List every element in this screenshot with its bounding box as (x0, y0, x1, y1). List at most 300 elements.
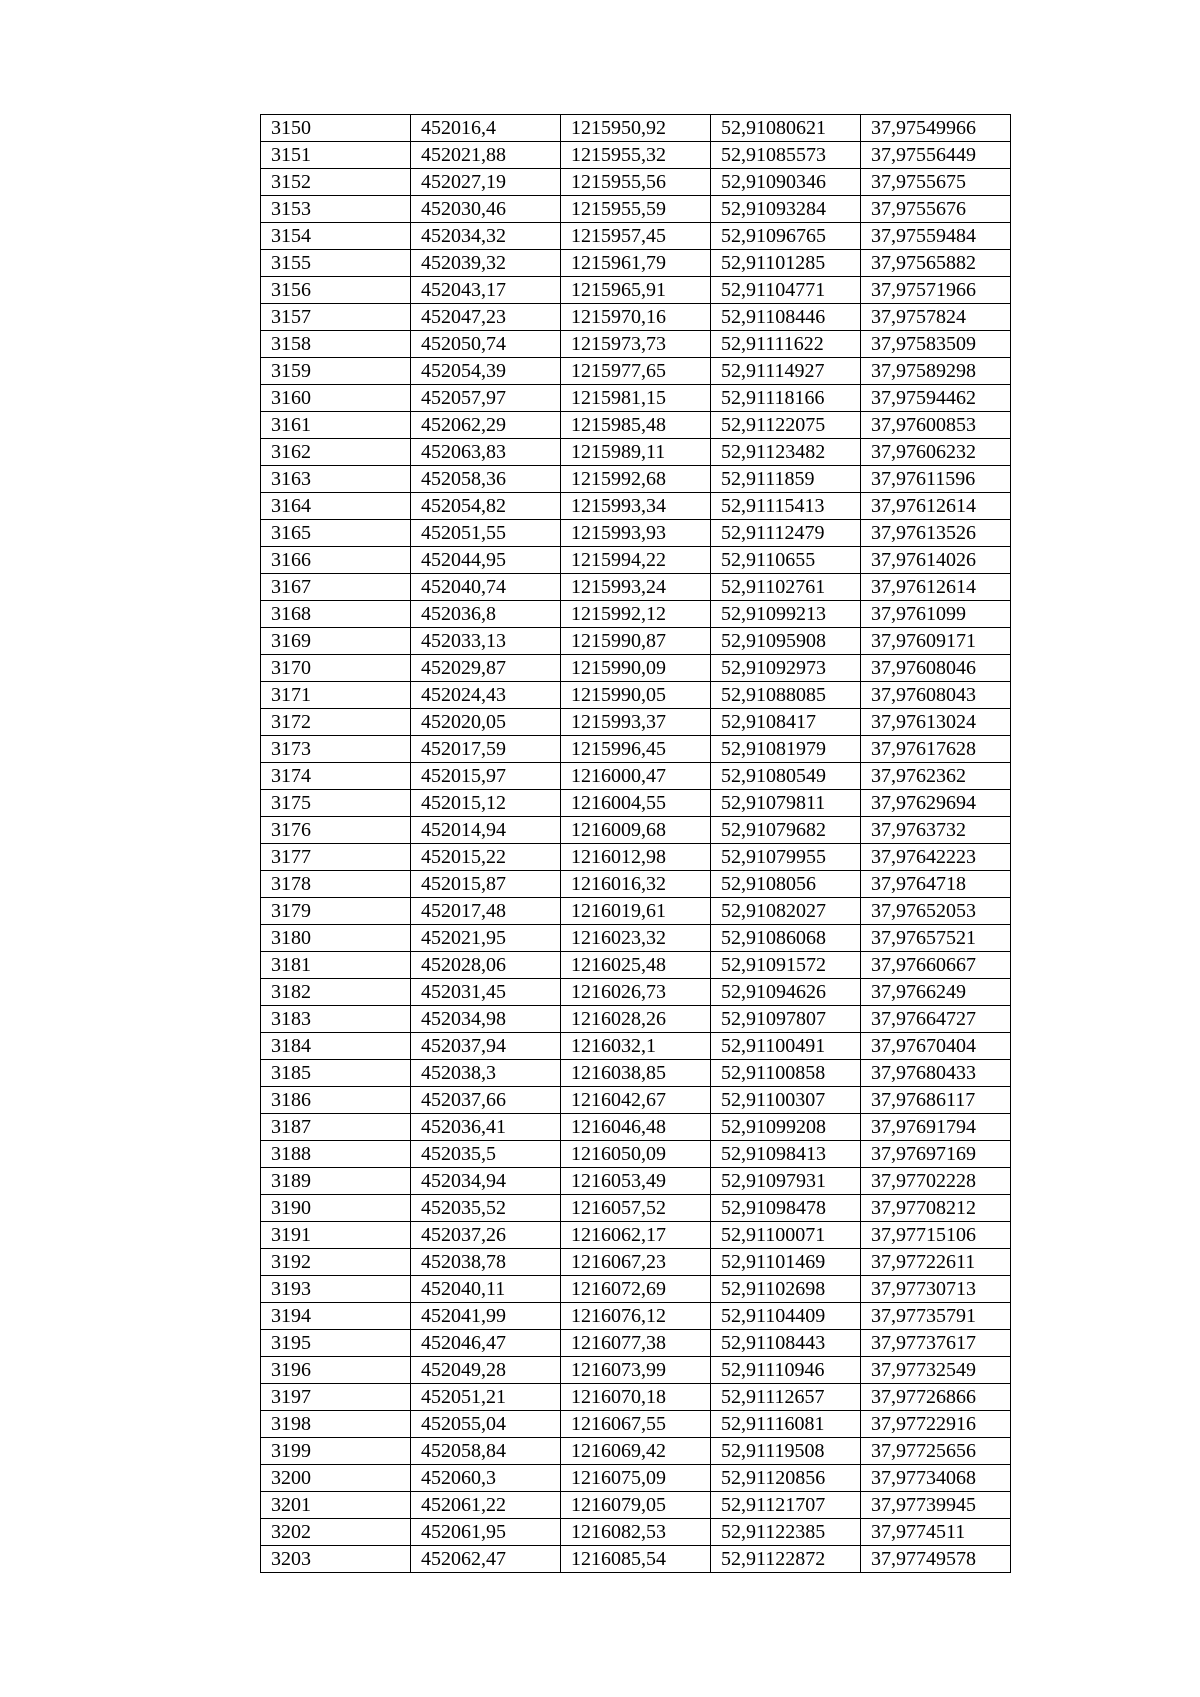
y-coordinate-cell: 1215992,68 (561, 466, 711, 493)
x-coordinate-cell: 452036,8 (411, 601, 561, 628)
table-row (261, 574, 1011, 601)
y-coordinate-cell: 1215994,22 (561, 547, 711, 574)
latitude-cell: 52,91108446 (711, 304, 861, 331)
x-coordinate-cell: 452050,74 (411, 331, 561, 358)
point-number-cell: 3164 (261, 493, 411, 520)
y-coordinate-cell: 1215993,24 (561, 574, 711, 601)
longitude-cell: 37,97611596 (861, 466, 1011, 493)
y-coordinate-cell: 1215990,87 (561, 628, 711, 655)
y-coordinate-cell: 1216028,26 (561, 1006, 711, 1033)
point-number-cell: 3151 (261, 142, 411, 169)
latitude-cell: 52,9111859 (711, 466, 861, 493)
longitude-cell: 37,9764718 (861, 871, 1011, 898)
table-row (261, 1114, 1011, 1141)
y-coordinate-cell: 1215977,65 (561, 358, 711, 385)
latitude-cell: 52,91122872 (711, 1546, 861, 1573)
longitude-cell: 37,97715106 (861, 1222, 1011, 1249)
y-coordinate-cell: 1215981,15 (561, 385, 711, 412)
table-row (261, 250, 1011, 277)
table-row (261, 412, 1011, 439)
y-coordinate-cell: 1216025,48 (561, 952, 711, 979)
point-number-cell: 3177 (261, 844, 411, 871)
point-number-cell: 3199 (261, 1438, 411, 1465)
x-coordinate-cell: 452015,12 (411, 790, 561, 817)
x-coordinate-cell: 452038,78 (411, 1249, 561, 1276)
latitude-cell: 52,91100071 (711, 1222, 861, 1249)
table-row (261, 817, 1011, 844)
point-number-cell: 3191 (261, 1222, 411, 1249)
y-coordinate-cell: 1215992,12 (561, 601, 711, 628)
latitude-cell: 52,91100491 (711, 1033, 861, 1060)
longitude-cell: 37,97722916 (861, 1411, 1011, 1438)
table-row (261, 358, 1011, 385)
point-number-cell: 3190 (261, 1195, 411, 1222)
longitude-cell: 37,97609171 (861, 628, 1011, 655)
x-coordinate-cell: 452037,26 (411, 1222, 561, 1249)
x-coordinate-cell: 452015,97 (411, 763, 561, 790)
point-number-cell: 3202 (261, 1519, 411, 1546)
latitude-cell: 52,91122385 (711, 1519, 861, 1546)
point-number-cell: 3201 (261, 1492, 411, 1519)
longitude-cell: 37,97702228 (861, 1168, 1011, 1195)
longitude-cell: 37,97642223 (861, 844, 1011, 871)
latitude-cell: 52,9108417 (711, 709, 861, 736)
x-coordinate-cell: 452038,3 (411, 1060, 561, 1087)
coordinates-table-body (261, 115, 1011, 1573)
y-coordinate-cell: 1216085,54 (561, 1546, 711, 1573)
x-coordinate-cell: 452061,95 (411, 1519, 561, 1546)
table-row (261, 1168, 1011, 1195)
table-row (261, 1465, 1011, 1492)
table-row (261, 1519, 1011, 1546)
table-row (261, 1033, 1011, 1060)
x-coordinate-cell: 452058,36 (411, 466, 561, 493)
latitude-cell: 52,91098413 (711, 1141, 861, 1168)
longitude-cell: 37,97617628 (861, 736, 1011, 763)
table-row (261, 493, 1011, 520)
x-coordinate-cell: 452043,17 (411, 277, 561, 304)
latitude-cell: 52,91079955 (711, 844, 861, 871)
longitude-cell: 37,97708212 (861, 1195, 1011, 1222)
latitude-cell: 52,91115413 (711, 493, 861, 520)
latitude-cell: 52,91097931 (711, 1168, 861, 1195)
point-number-cell: 3182 (261, 979, 411, 1006)
point-number-cell: 3194 (261, 1303, 411, 1330)
latitude-cell: 52,91121707 (711, 1492, 861, 1519)
y-coordinate-cell: 1216067,23 (561, 1249, 711, 1276)
longitude-cell: 37,97583509 (861, 331, 1011, 358)
longitude-cell: 37,97657521 (861, 925, 1011, 952)
latitude-cell: 52,91079682 (711, 817, 861, 844)
x-coordinate-cell: 452062,47 (411, 1546, 561, 1573)
x-coordinate-cell: 452044,95 (411, 547, 561, 574)
point-number-cell: 3169 (261, 628, 411, 655)
x-coordinate-cell: 452041,99 (411, 1303, 561, 1330)
latitude-cell: 52,91079811 (711, 790, 861, 817)
table-row (261, 439, 1011, 466)
table-row (261, 1411, 1011, 1438)
x-coordinate-cell: 452027,19 (411, 169, 561, 196)
point-number-cell: 3200 (261, 1465, 411, 1492)
table-row (261, 1006, 1011, 1033)
x-coordinate-cell: 452054,82 (411, 493, 561, 520)
x-coordinate-cell: 452015,22 (411, 844, 561, 871)
latitude-cell: 52,91086068 (711, 925, 861, 952)
y-coordinate-cell: 1216012,98 (561, 844, 711, 871)
longitude-cell: 37,97670404 (861, 1033, 1011, 1060)
table-row (261, 1195, 1011, 1222)
x-coordinate-cell: 452034,32 (411, 223, 561, 250)
latitude-cell: 52,91108443 (711, 1330, 861, 1357)
x-coordinate-cell: 452017,48 (411, 898, 561, 925)
longitude-cell: 37,97571966 (861, 277, 1011, 304)
point-number-cell: 3178 (261, 871, 411, 898)
point-number-cell: 3168 (261, 601, 411, 628)
x-coordinate-cell: 452062,29 (411, 412, 561, 439)
y-coordinate-cell: 1215996,45 (561, 736, 711, 763)
table-row (261, 1357, 1011, 1384)
latitude-cell: 52,91099213 (711, 601, 861, 628)
x-coordinate-cell: 452030,46 (411, 196, 561, 223)
y-coordinate-cell: 1215990,05 (561, 682, 711, 709)
latitude-cell: 52,91080621 (711, 115, 861, 142)
table-row (261, 196, 1011, 223)
longitude-cell: 37,97737617 (861, 1330, 1011, 1357)
y-coordinate-cell: 1215957,45 (561, 223, 711, 250)
latitude-cell: 52,91114927 (711, 358, 861, 385)
longitude-cell: 37,97613024 (861, 709, 1011, 736)
y-coordinate-cell: 1215955,32 (561, 142, 711, 169)
latitude-cell: 52,91081979 (711, 736, 861, 763)
latitude-cell: 52,91080549 (711, 763, 861, 790)
longitude-cell: 37,97629694 (861, 790, 1011, 817)
point-number-cell: 3161 (261, 412, 411, 439)
x-coordinate-cell: 452033,13 (411, 628, 561, 655)
point-number-cell: 3198 (261, 1411, 411, 1438)
table-row (261, 223, 1011, 250)
latitude-cell: 52,91119508 (711, 1438, 861, 1465)
y-coordinate-cell: 1216075,09 (561, 1465, 711, 1492)
longitude-cell: 37,9774511 (861, 1519, 1011, 1546)
coordinates-table (260, 114, 1011, 1573)
point-number-cell: 3174 (261, 763, 411, 790)
y-coordinate-cell: 1215970,16 (561, 304, 711, 331)
y-coordinate-cell: 1215955,59 (561, 196, 711, 223)
longitude-cell: 37,97565882 (861, 250, 1011, 277)
y-coordinate-cell: 1216038,85 (561, 1060, 711, 1087)
table-row (261, 1087, 1011, 1114)
longitude-cell: 37,97726866 (861, 1384, 1011, 1411)
x-coordinate-cell: 452021,88 (411, 142, 561, 169)
y-coordinate-cell: 1215973,73 (561, 331, 711, 358)
point-number-cell: 3170 (261, 655, 411, 682)
longitude-cell: 37,97749578 (861, 1546, 1011, 1573)
longitude-cell: 37,9762362 (861, 763, 1011, 790)
longitude-cell: 37,97664727 (861, 1006, 1011, 1033)
x-coordinate-cell: 452046,47 (411, 1330, 561, 1357)
latitude-cell: 52,91096765 (711, 223, 861, 250)
x-coordinate-cell: 452060,3 (411, 1465, 561, 1492)
point-number-cell: 3181 (261, 952, 411, 979)
x-coordinate-cell: 452024,43 (411, 682, 561, 709)
latitude-cell: 52,91099208 (711, 1114, 861, 1141)
point-number-cell: 3203 (261, 1546, 411, 1573)
longitude-cell: 37,97739945 (861, 1492, 1011, 1519)
longitude-cell: 37,97600853 (861, 412, 1011, 439)
table-row (261, 115, 1011, 142)
table-row (261, 1438, 1011, 1465)
table-row (261, 844, 1011, 871)
point-number-cell: 3162 (261, 439, 411, 466)
longitude-cell: 37,97594462 (861, 385, 1011, 412)
longitude-cell: 37,97608046 (861, 655, 1011, 682)
table-row (261, 1384, 1011, 1411)
point-number-cell: 3156 (261, 277, 411, 304)
x-coordinate-cell: 452037,94 (411, 1033, 561, 1060)
x-coordinate-cell: 452036,41 (411, 1114, 561, 1141)
point-number-cell: 3196 (261, 1357, 411, 1384)
latitude-cell: 52,91093284 (711, 196, 861, 223)
latitude-cell: 52,91120856 (711, 1465, 861, 1492)
y-coordinate-cell: 1216076,12 (561, 1303, 711, 1330)
x-coordinate-cell: 452037,66 (411, 1087, 561, 1114)
table-row (261, 1546, 1011, 1573)
longitude-cell: 37,97614026 (861, 547, 1011, 574)
point-number-cell: 3189 (261, 1168, 411, 1195)
x-coordinate-cell: 452028,06 (411, 952, 561, 979)
longitude-cell: 37,97606232 (861, 439, 1011, 466)
longitude-cell: 37,97652053 (861, 898, 1011, 925)
point-number-cell: 3197 (261, 1384, 411, 1411)
table-row (261, 385, 1011, 412)
longitude-cell: 37,9766249 (861, 979, 1011, 1006)
longitude-cell: 37,9763732 (861, 817, 1011, 844)
longitude-cell: 37,97549966 (861, 115, 1011, 142)
y-coordinate-cell: 1216019,61 (561, 898, 711, 925)
point-number-cell: 3157 (261, 304, 411, 331)
latitude-cell: 52,9108056 (711, 871, 861, 898)
x-coordinate-cell: 452017,59 (411, 736, 561, 763)
point-number-cell: 3179 (261, 898, 411, 925)
point-number-cell: 3184 (261, 1033, 411, 1060)
y-coordinate-cell: 1216046,48 (561, 1114, 711, 1141)
point-number-cell: 3188 (261, 1141, 411, 1168)
y-coordinate-cell: 1216053,49 (561, 1168, 711, 1195)
x-coordinate-cell: 452051,21 (411, 1384, 561, 1411)
longitude-cell: 37,97589298 (861, 358, 1011, 385)
y-coordinate-cell: 1216004,55 (561, 790, 711, 817)
x-coordinate-cell: 452054,39 (411, 358, 561, 385)
table-row (261, 790, 1011, 817)
y-coordinate-cell: 1215950,92 (561, 115, 711, 142)
table-row (261, 1222, 1011, 1249)
latitude-cell: 52,91102761 (711, 574, 861, 601)
table-row (261, 547, 1011, 574)
latitude-cell: 52,91085573 (711, 142, 861, 169)
longitude-cell: 37,97691794 (861, 1114, 1011, 1141)
longitude-cell: 37,97686117 (861, 1087, 1011, 1114)
longitude-cell: 37,97732549 (861, 1357, 1011, 1384)
latitude-cell: 52,91100858 (711, 1060, 861, 1087)
x-coordinate-cell: 452057,97 (411, 385, 561, 412)
longitude-cell: 37,97730713 (861, 1276, 1011, 1303)
table-row (261, 1303, 1011, 1330)
point-number-cell: 3183 (261, 1006, 411, 1033)
y-coordinate-cell: 1216026,73 (561, 979, 711, 1006)
x-coordinate-cell: 452039,32 (411, 250, 561, 277)
y-coordinate-cell: 1216070,18 (561, 1384, 711, 1411)
table-row (261, 1249, 1011, 1276)
x-coordinate-cell: 452021,95 (411, 925, 561, 952)
y-coordinate-cell: 1216000,47 (561, 763, 711, 790)
longitude-cell: 37,97613526 (861, 520, 1011, 547)
y-coordinate-cell: 1216042,67 (561, 1087, 711, 1114)
latitude-cell: 52,91090346 (711, 169, 861, 196)
point-number-cell: 3175 (261, 790, 411, 817)
latitude-cell: 52,91101285 (711, 250, 861, 277)
x-coordinate-cell: 452020,05 (411, 709, 561, 736)
longitude-cell: 37,97680433 (861, 1060, 1011, 1087)
x-coordinate-cell: 452015,87 (411, 871, 561, 898)
y-coordinate-cell: 1216072,69 (561, 1276, 711, 1303)
y-coordinate-cell: 1216023,32 (561, 925, 711, 952)
y-coordinate-cell: 1216069,42 (561, 1438, 711, 1465)
longitude-cell: 37,97608043 (861, 682, 1011, 709)
y-coordinate-cell: 1215990,09 (561, 655, 711, 682)
latitude-cell: 52,91092973 (711, 655, 861, 682)
longitude-cell: 37,97734068 (861, 1465, 1011, 1492)
latitude-cell: 52,91101469 (711, 1249, 861, 1276)
longitude-cell: 37,97725656 (861, 1438, 1011, 1465)
point-number-cell: 3171 (261, 682, 411, 709)
table-row (261, 655, 1011, 682)
table-row (261, 871, 1011, 898)
latitude-cell: 52,91104771 (711, 277, 861, 304)
table-row (261, 520, 1011, 547)
table-row (261, 169, 1011, 196)
y-coordinate-cell: 1216067,55 (561, 1411, 711, 1438)
table-row (261, 1276, 1011, 1303)
latitude-cell: 52,91088085 (711, 682, 861, 709)
y-coordinate-cell: 1216082,53 (561, 1519, 711, 1546)
point-number-cell: 3152 (261, 169, 411, 196)
point-number-cell: 3153 (261, 196, 411, 223)
point-number-cell: 3159 (261, 358, 411, 385)
x-coordinate-cell: 452040,74 (411, 574, 561, 601)
table-row (261, 1060, 1011, 1087)
x-coordinate-cell: 452034,94 (411, 1168, 561, 1195)
point-number-cell: 3195 (261, 1330, 411, 1357)
table-row (261, 331, 1011, 358)
latitude-cell: 52,91082027 (711, 898, 861, 925)
point-number-cell: 3158 (261, 331, 411, 358)
x-coordinate-cell: 452016,4 (411, 115, 561, 142)
x-coordinate-cell: 452035,5 (411, 1141, 561, 1168)
point-number-cell: 3150 (261, 115, 411, 142)
y-coordinate-cell: 1216050,09 (561, 1141, 711, 1168)
x-coordinate-cell: 452031,45 (411, 979, 561, 1006)
longitude-cell: 37,97722611 (861, 1249, 1011, 1276)
point-number-cell: 3192 (261, 1249, 411, 1276)
longitude-cell: 37,97612614 (861, 493, 1011, 520)
table-row (261, 1141, 1011, 1168)
point-number-cell: 3160 (261, 385, 411, 412)
x-coordinate-cell: 452029,87 (411, 655, 561, 682)
table-row (261, 898, 1011, 925)
longitude-cell: 37,9755675 (861, 169, 1011, 196)
y-coordinate-cell: 1216009,68 (561, 817, 711, 844)
point-number-cell: 3154 (261, 223, 411, 250)
point-number-cell: 3180 (261, 925, 411, 952)
table-row (261, 736, 1011, 763)
y-coordinate-cell: 1215989,11 (561, 439, 711, 466)
longitude-cell: 37,97612614 (861, 574, 1011, 601)
y-coordinate-cell: 1215993,34 (561, 493, 711, 520)
point-number-cell: 3176 (261, 817, 411, 844)
y-coordinate-cell: 1215993,93 (561, 520, 711, 547)
point-number-cell: 3167 (261, 574, 411, 601)
longitude-cell: 37,97735791 (861, 1303, 1011, 1330)
point-number-cell: 3172 (261, 709, 411, 736)
latitude-cell: 52,91123482 (711, 439, 861, 466)
table-row (261, 1492, 1011, 1519)
point-number-cell: 3185 (261, 1060, 411, 1087)
longitude-cell: 37,9755676 (861, 196, 1011, 223)
latitude-cell: 52,91118166 (711, 385, 861, 412)
latitude-cell: 52,91091572 (711, 952, 861, 979)
latitude-cell: 52,91112657 (711, 1384, 861, 1411)
longitude-cell: 37,97559484 (861, 223, 1011, 250)
table-row (261, 682, 1011, 709)
y-coordinate-cell: 1216073,99 (561, 1357, 711, 1384)
point-number-cell: 3173 (261, 736, 411, 763)
latitude-cell: 52,91095908 (711, 628, 861, 655)
latitude-cell: 52,91098478 (711, 1195, 861, 1222)
latitude-cell: 52,91102698 (711, 1276, 861, 1303)
table-row (261, 763, 1011, 790)
x-coordinate-cell: 452051,55 (411, 520, 561, 547)
point-number-cell: 3166 (261, 547, 411, 574)
table-row (261, 1330, 1011, 1357)
point-number-cell: 3163 (261, 466, 411, 493)
table-row (261, 709, 1011, 736)
x-coordinate-cell: 452040,11 (411, 1276, 561, 1303)
point-number-cell: 3155 (261, 250, 411, 277)
latitude-cell: 52,91110946 (711, 1357, 861, 1384)
y-coordinate-cell: 1216032,1 (561, 1033, 711, 1060)
table-row (261, 952, 1011, 979)
x-coordinate-cell: 452035,52 (411, 1195, 561, 1222)
y-coordinate-cell: 1216062,17 (561, 1222, 711, 1249)
y-coordinate-cell: 1215985,48 (561, 412, 711, 439)
table-row (261, 979, 1011, 1006)
x-coordinate-cell: 452058,84 (411, 1438, 561, 1465)
table-row (261, 925, 1011, 952)
latitude-cell: 52,91112479 (711, 520, 861, 547)
point-number-cell: 3165 (261, 520, 411, 547)
x-coordinate-cell: 452034,98 (411, 1006, 561, 1033)
latitude-cell: 52,91100307 (711, 1087, 861, 1114)
longitude-cell: 37,97660667 (861, 952, 1011, 979)
x-coordinate-cell: 452049,28 (411, 1357, 561, 1384)
y-coordinate-cell: 1215993,37 (561, 709, 711, 736)
y-coordinate-cell: 1215955,56 (561, 169, 711, 196)
longitude-cell: 37,9761099 (861, 601, 1011, 628)
table-row (261, 142, 1011, 169)
x-coordinate-cell: 452014,94 (411, 817, 561, 844)
point-number-cell: 3186 (261, 1087, 411, 1114)
table-row (261, 628, 1011, 655)
